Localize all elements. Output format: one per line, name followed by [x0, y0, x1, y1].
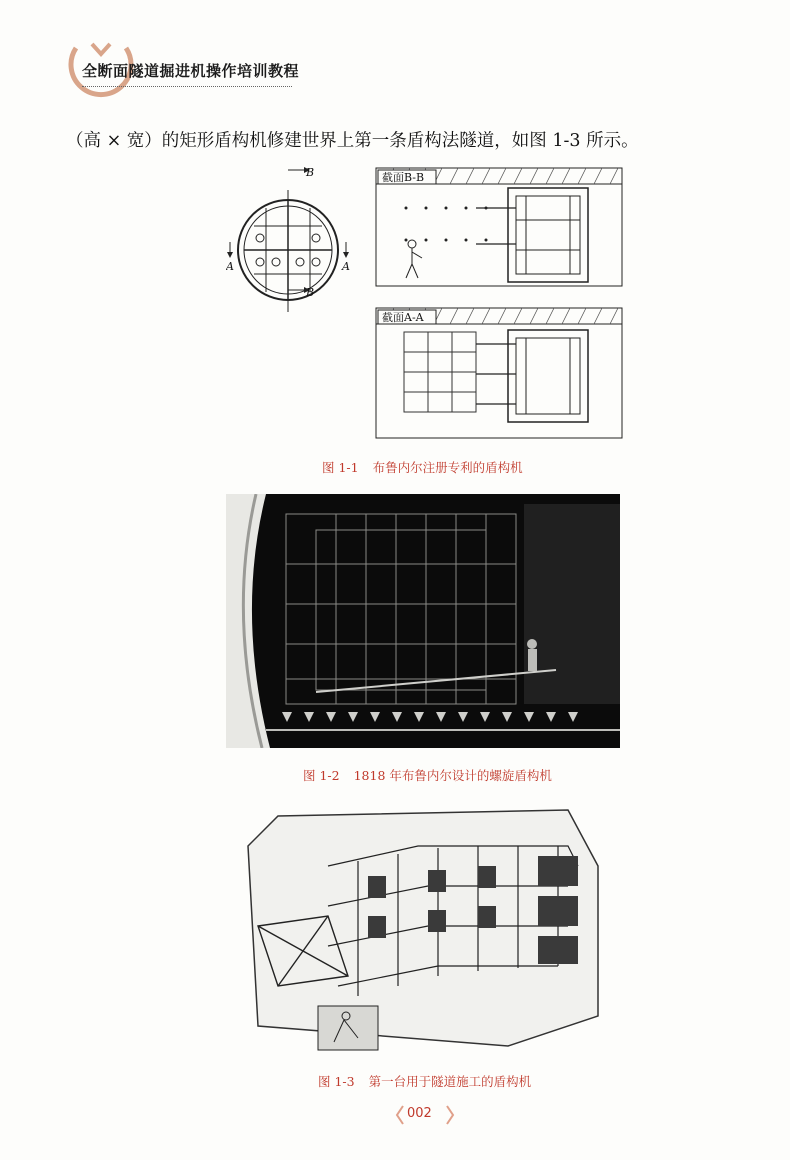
- figure-1-3-caption: [318, 1072, 531, 1090]
- label-b-bottom: B: [306, 286, 315, 299]
- figure-1-1-caption: [322, 458, 523, 476]
- figure-1-1-drawing: [226, 160, 628, 442]
- figure-1-1-number: 图 1-1: [322, 460, 359, 475]
- figure-1-2-caption: [303, 766, 552, 784]
- body-paragraph: （高 × 宽）的矩形盾构机修建世界上第一条盾构法隧道，如图 1-3 所示。: [66, 131, 639, 151]
- figure-1-3-text: 第一台用于隧道施工的盾构机: [368, 1074, 532, 1089]
- first-tunnel-shield-engraving: [238, 806, 608, 1056]
- label-a-right: A: [342, 260, 350, 273]
- figure-1-2-number: 图 1-2: [303, 768, 340, 783]
- page-header: [0, 0, 790, 110]
- circular-section-diagram: [227, 167, 349, 312]
- figure-1-3-number: 图 1-3: [318, 1074, 355, 1089]
- page-number: 002: [407, 1106, 432, 1121]
- figure-1-1-text: 布鲁内尔注册专利的盾构机: [372, 460, 523, 475]
- worker-silhouette: [527, 639, 537, 671]
- page-number-badge: [395, 1104, 455, 1126]
- figure-1-2-photo: [226, 494, 620, 748]
- label-a-left: A: [226, 260, 234, 273]
- label-b-top: B: [306, 166, 315, 179]
- figure-1-3-engraving: [238, 806, 608, 1056]
- book-title: 全断面隧道掘进机操作培训教程: [82, 62, 300, 80]
- section-aa-diagram: [376, 308, 622, 438]
- shield-patent-drawing: [226, 160, 628, 442]
- figure-1-2-text: 1818 年布鲁内尔设计的螺旋盾构机: [353, 768, 552, 783]
- worker-figure: [406, 240, 422, 278]
- spiral-shield-engraving: [226, 494, 620, 748]
- label-section-bb: 截面B-B: [382, 171, 425, 184]
- header-divider: [82, 86, 292, 87]
- label-section-aa: 截面A-A: [382, 311, 424, 324]
- section-bb-diagram: [376, 168, 622, 286]
